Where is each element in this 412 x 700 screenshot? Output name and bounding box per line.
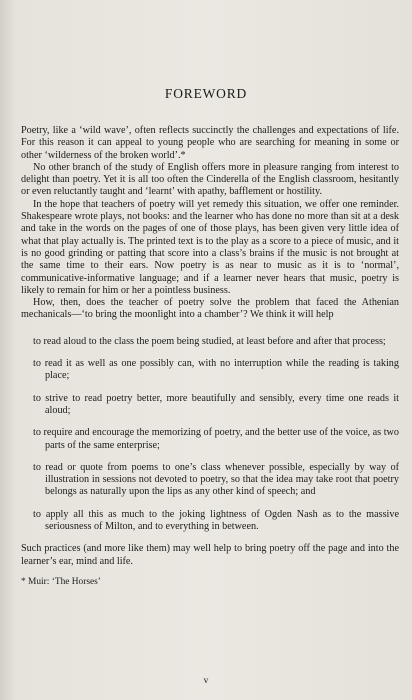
paragraph: Poetry, like a ‘wild wave’, often reflects succinctly the challenges and expectations of life. For this reason it can appeal to young people who are searching for meaning in some or other ‘wilderness of the broken world’.* (21, 125, 399, 161)
list-item: to read aloud to the class the poem being studied, at least before and after that process; (33, 335, 386, 347)
foreword-text (21, 125, 399, 588)
list-item: to read or quote from poems to one’s class whenever possible, especially by way of illustration in sessions not devoted to poetry, so that the idea may take root that poetry belongs as naturally upon the lips as any other kind of speech; and (33, 461, 399, 498)
list-item: to require and encourage the memorizing of poetry, and the better use of the voice, as two parts of the same enterprise; (33, 427, 399, 451)
footnote: * Muir: ‘The Horses’ (21, 576, 101, 587)
list-item: to strive to read poetry better, more beautifully and sensibly, every time one reads it aloud; (33, 392, 399, 416)
paragraph: How, then, does the teacher of poetry solve the problem that faced the Athenian mechanicals—‘to bring the moonlight into a chamber’? We think it will help (21, 297, 399, 321)
recommendation-list (21, 336, 399, 534)
paragraph: No other branch of the study of English offers more in pleasure ranging from interest to delight than poetry. Yet it is all too often the Cinderella of the English classroom, hesitantly or even reluctantly taught and ‘learnt’ with apathy, bafflement or hostility. (21, 161, 399, 198)
closing-paragraph: Such practices (and more like them) may well help to bring poetry off the page and into the learner’s ear, mind and life. (21, 543, 399, 567)
page-title: FOREWORD (164, 86, 248, 101)
page-number: v (203, 676, 209, 686)
list-item: to read it as well as one possibly can, with no interruption while the reading is taking place; (33, 358, 399, 382)
paragraph: In the hope that teachers of poetry will yet remedy this situation, we offer one reminder. Shakespeare wrote plays, not books: and the learner who has done no more than sit at a desk and take in the words on the pages of one of those plays, has been given very little idea of what that play actually is. The printed text is to the play as a score to a piece of music, and it is no good grinding or patting that score into a class’s brains if the music is not brought at the same time to their ears. Now poetry is as near to music as it is to ‘normal’, communicative-informative language; and if a learner never hears that music, poetry is likely to remain for him or her a pointless business. (21, 198, 399, 296)
list-item: to apply all this as much to the joking lightness of Ogden Nash as to the massive seriousness of Milton, and to everything in between. (33, 508, 399, 533)
